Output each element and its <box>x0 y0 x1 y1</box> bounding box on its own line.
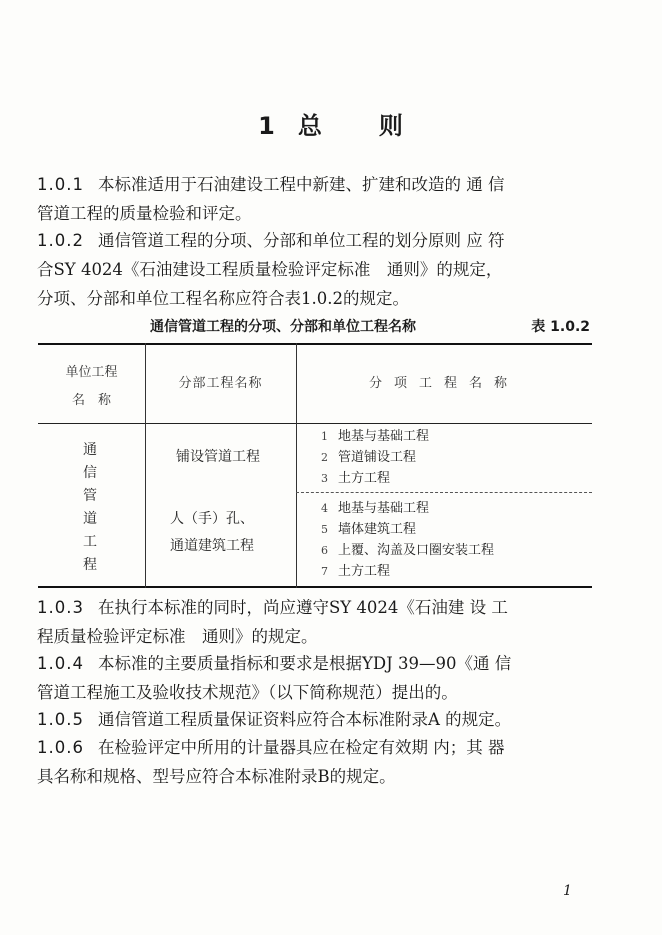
subitem-number: 3 <box>321 472 328 485</box>
clause-1-0-2 <box>37 226 593 313</box>
clause-text: 管道工程施工及验收技术规范》（以下简称规范）提出的。 <box>37 683 458 702</box>
subitem-name: 地基与基础工程 <box>338 501 430 516</box>
subitem-number: 6 <box>321 544 328 557</box>
chapter-word-1: 总 <box>297 112 323 140</box>
table-row-divider <box>296 492 592 493</box>
clause-1-0-3 <box>37 593 593 651</box>
subitem-number: 4 <box>321 502 328 515</box>
subitem-name: 土方工程 <box>338 471 391 486</box>
engineering-division-table <box>38 343 592 588</box>
clause-text: 在执行本标准的同时，尚应遵守SY 4024《石油建 设 工 <box>97 598 508 617</box>
subitem-row <box>321 561 494 582</box>
table-header-rule <box>38 423 592 424</box>
subitem-number: 1 <box>321 430 328 443</box>
header-division-name: 分部工程名称 <box>178 376 263 391</box>
chapter-title <box>0 106 662 141</box>
table-top-rule <box>38 343 592 345</box>
subitem-row <box>321 540 494 561</box>
clause-text: 通信管道工程的分项、分部和单位工程的划分原则 应 符 <box>97 231 505 250</box>
clause-1-0-4 <box>37 649 593 707</box>
clause-number: 1.0.5 <box>37 710 84 729</box>
chapter-number: 1 <box>258 112 276 140</box>
subitem-row <box>321 498 494 519</box>
subitem-name: 上覆、沟盖及口圈安装工程 <box>338 543 495 558</box>
clause-text: 具名称和规格、型号应符合本标准附录B的规定。 <box>37 767 396 786</box>
header-unit-name <box>38 359 145 415</box>
header-unit-line: 单位工程 <box>65 365 118 380</box>
division-manhole-construction <box>170 506 254 560</box>
chapter-word-2: 则 <box>378 112 404 140</box>
clause-text: 本标准的主要质量指标和要求是根据YDJ 39—90《通 信 <box>97 654 512 673</box>
header-unit-line: 名 称 <box>71 393 111 408</box>
clause-number: 1.0.4 <box>37 654 84 673</box>
clause-number: 1.0.2 <box>37 231 84 250</box>
subitem-list-1 <box>321 426 429 489</box>
table-caption-text: 通信管道工程的分项、分部和单位工程名称 <box>150 319 416 335</box>
clause-text: 通信管道工程质量保证资料应符合本标准附录A 的规定。 <box>97 710 512 729</box>
clause-text: 管道工程的质量检验和评定。 <box>37 204 252 223</box>
subitem-name: 土方工程 <box>338 564 391 579</box>
subitem-name: 管道铺设工程 <box>338 450 417 465</box>
division-pipe-laying: 铺设管道工程 <box>176 449 260 465</box>
page-number: 1 <box>563 883 572 899</box>
table-number: 表 1.0.2 <box>531 319 590 335</box>
subitem-number: 7 <box>321 565 328 578</box>
clause-number: 1.0.6 <box>37 738 84 757</box>
table-bottom-rule <box>38 586 592 588</box>
subitem-number: 5 <box>321 523 328 536</box>
clause-1-0-5 <box>37 705 593 734</box>
subitem-row <box>321 447 429 468</box>
table-caption <box>150 316 590 336</box>
clause-1-0-1 <box>37 170 593 228</box>
clause-text: 本标准适用于石油建设工程中新建、扩建和改造的 通 信 <box>97 175 505 194</box>
clause-1-0-6 <box>37 733 593 791</box>
division-line: 人（手）孔、 <box>170 511 254 527</box>
subitem-name: 墙体建筑工程 <box>338 522 417 537</box>
header-subitem-name: 分项工程名称 <box>368 376 519 391</box>
subitem-number: 2 <box>321 451 328 464</box>
subitem-list-2 <box>321 498 494 582</box>
subitem-name: 地基与基础工程 <box>338 429 430 444</box>
clause-text: 在检验评定中所用的计量器具应在检定有效期 内；其 器 <box>97 738 505 757</box>
subitem-row <box>321 426 429 447</box>
clause-number: 1.0.1 <box>37 175 84 194</box>
subitem-row <box>321 468 429 489</box>
division-line: 通道建筑工程 <box>170 538 254 554</box>
subitem-row <box>321 519 494 540</box>
unit-project-name: 通信管道工程 <box>83 442 97 573</box>
clause-number: 1.0.3 <box>37 598 84 617</box>
clause-text: 程质量检验评定标准 通则》的规定。 <box>37 627 318 646</box>
clause-text: 分项、分部和单位工程名称应符合表1.0.2的规定。 <box>37 289 409 308</box>
clause-text: 合SY 4024《石油建设工程质量检验评定标准 通则》的规定， <box>37 260 503 279</box>
